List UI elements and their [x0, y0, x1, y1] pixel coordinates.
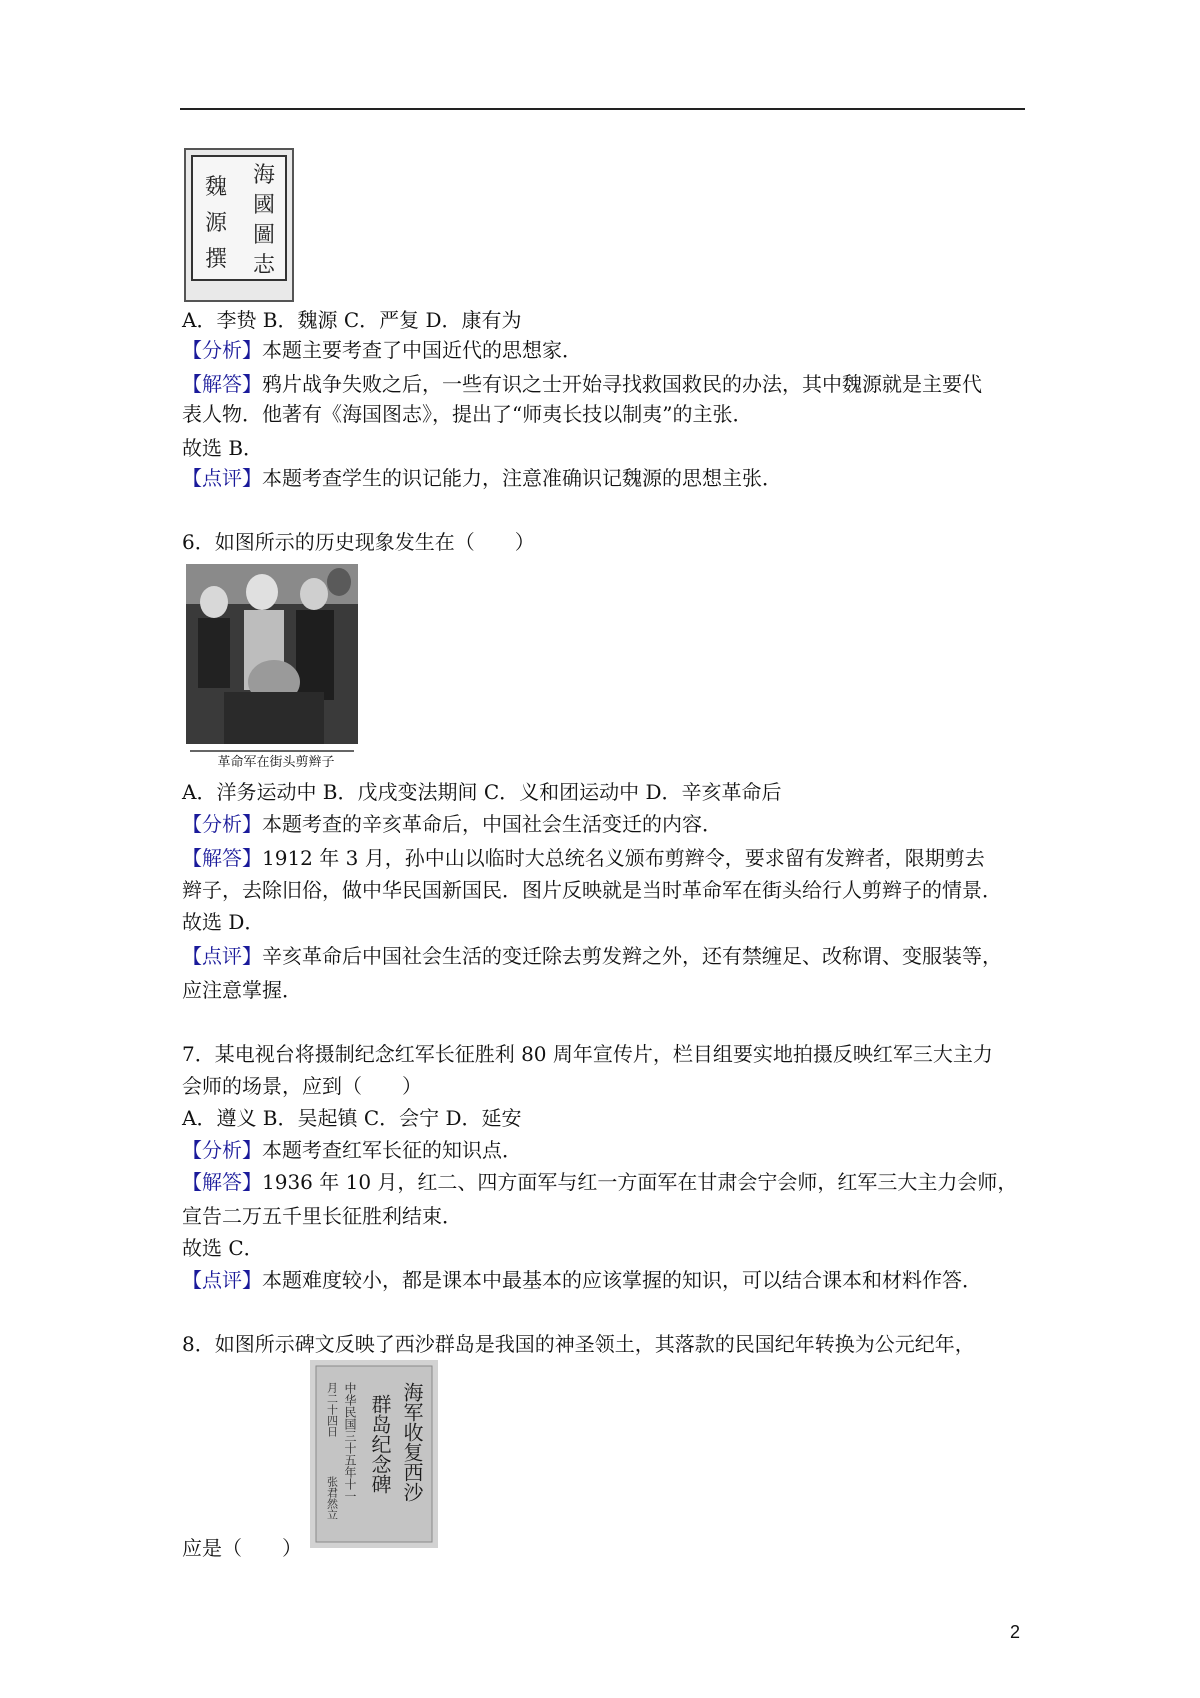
page-number: 2: [1010, 1622, 1021, 1642]
analysis-text: 本题考查红军长征的知识点．: [262, 1138, 522, 1162]
q6-options: A．洋务运动中 B．戊戌变法期间 C．义和团运动中 D．辛亥革命后: [182, 780, 782, 804]
q7-question-cont: 会师的场景，应到（ ）: [182, 1074, 422, 1098]
comment-tag: 【点评】: [182, 466, 262, 490]
q6-question: 6．如图所示的历史现象发生在（ ）: [182, 530, 535, 554]
analysis-text: 本题主要考查了中国近代的思想家．: [262, 338, 582, 362]
stele-text: 张君然立: [325, 1476, 339, 1520]
q6-comment: [182, 944, 1002, 968]
q5-choice: 故选 B．: [182, 436, 264, 460]
stele-text: 海军收复西沙: [400, 1382, 424, 1502]
q6-choice: 故选 D．: [182, 910, 265, 934]
analysis-tag: 【分析】: [182, 812, 262, 836]
seal-char: 海: [252, 163, 276, 188]
comment-tag: 【点评】: [182, 944, 262, 968]
answer-tag: 【解答】: [182, 1170, 262, 1194]
answer-tag: 【解答】: [182, 846, 262, 870]
q5-comment: [182, 466, 782, 490]
seal-char: 源: [204, 211, 228, 236]
queue-cutting-photo: [184, 562, 360, 772]
header-rule: [180, 108, 1025, 110]
analysis-tag: 【分析】: [182, 338, 262, 362]
seal-char: 志: [252, 253, 276, 278]
q7-analysis: [182, 1138, 522, 1162]
q5-options: A．李贽 B．魏源 C．严复 D．康有为: [182, 308, 522, 332]
answer-text: 1912 年 3 月，孙中山以临时大总统名义颁布剪辫令，要求留有发辫者，限期剪去: [262, 846, 985, 870]
stele-image: [310, 1360, 438, 1548]
photo-caption: 革命军在街头剪辫子: [217, 755, 335, 770]
q6-answer: [182, 846, 985, 870]
q5-analysis: [182, 338, 582, 362]
comment-tag: 【点评】: [182, 1268, 262, 1292]
seal-image: [184, 148, 294, 302]
stele-text: 月二十四日: [325, 1382, 339, 1437]
q6-answer-cont: 辫子，去除旧俗，做中华民国新国民．图片反映就是当时革命军在街头给行人剪辫子的情景．: [182, 878, 1002, 902]
analysis-tag: 【分析】: [182, 1138, 262, 1162]
comment-text: 辛亥革命后中国社会生活的变迁除去剪发辫之外，还有禁缠足、改称谓、变服装等，: [262, 944, 1002, 968]
q7-answer: [182, 1170, 1017, 1194]
seal-char: 撰: [204, 247, 228, 272]
q7-options: A．遵义 B．吴起镇 C．会宁 D．延安: [182, 1106, 522, 1130]
comment-text: 本题难度较小，都是课本中最基本的应该掌握的知识，可以结合课本和材料作答．: [262, 1268, 982, 1292]
seal-char: 圖: [252, 223, 276, 248]
q7-answer-cont: 宣告二万五千里长征胜利结束．: [182, 1204, 462, 1228]
q7-choice: 故选 C．: [182, 1236, 264, 1260]
answer-text: 鸦片战争失败之后，一些有识之士开始寻找救国救民的办法，其中魏源就是主要代: [262, 372, 982, 396]
seal-char: 國: [252, 193, 276, 218]
q5-answer-cont: 表人物．他著有《海国图志》，提出了“师夷长技以制夷”的主张．: [182, 402, 753, 426]
q7-question: 7．某电视台将摄制纪念红军长征胜利 80 周年宣传片，栏目组要实地拍摄反映红军三大主力: [182, 1042, 993, 1066]
stele-text: 群岛纪念碑: [368, 1394, 392, 1494]
q5-answer: [182, 372, 982, 396]
q6-comment-cont: 应注意掌握．: [182, 978, 302, 1002]
answer-text: 1936 年 10 月，红二、四方面军与红一方面军在甘肃会宁会师，红军三大主力会师，: [262, 1170, 1018, 1194]
seal-char: 魏: [204, 175, 228, 200]
q8-question: 8．如图所示碑文反映了西沙群岛是我国的神圣领土，其落款的民国纪年转换为公元纪年，: [182, 1332, 975, 1356]
analysis-text: 本题考查的辛亥革命后，中国社会生活变迁的内容．: [262, 812, 722, 836]
comment-text: 本题考查学生的识记能力，注意准确识记魏源的思想主张．: [262, 466, 782, 490]
q8-question-end: 应是（ ）: [182, 1536, 302, 1560]
q7-comment: [182, 1268, 982, 1292]
q6-analysis: [182, 812, 722, 836]
answer-tag: 【解答】: [182, 372, 262, 396]
stele-text: 中华民国三十五年十一: [343, 1382, 357, 1502]
